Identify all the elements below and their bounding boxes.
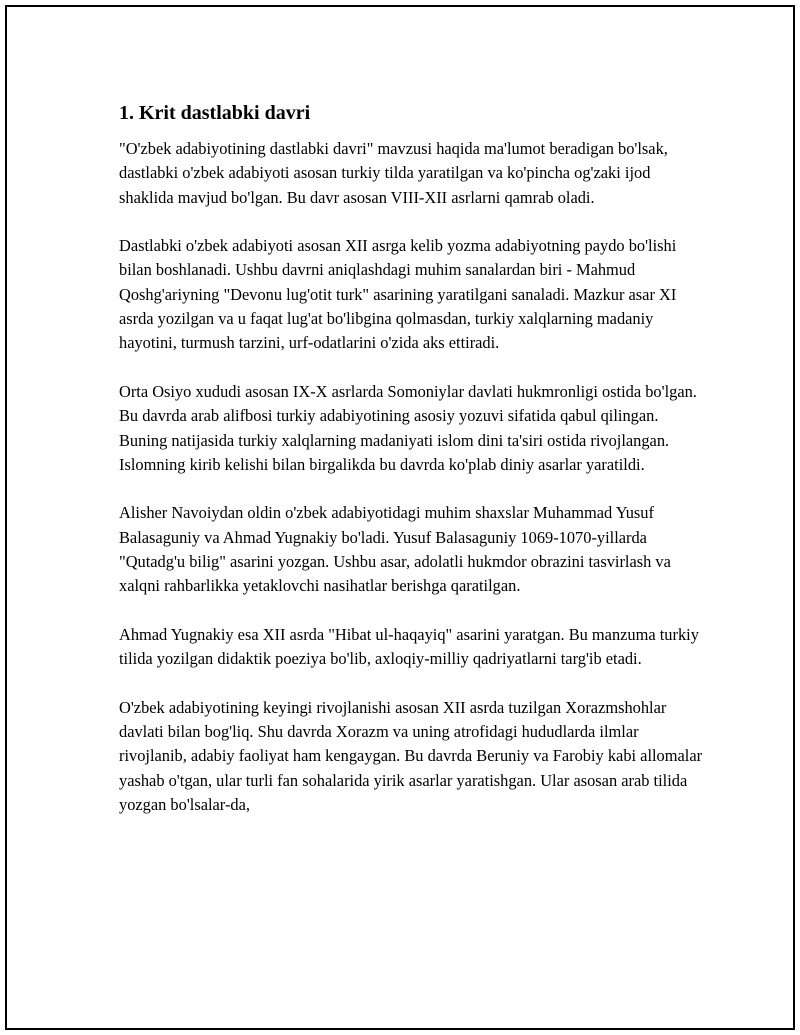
- paragraph: "O'zbek adabiyotining dastlabki davri" mavzusi haqida ma'lumot beradigan bo'lsak, dastlabki o'zbek adabiyoti asosan turkiy tilda yaratilgan va ko'pincha og'zaki ijod shaklida mavjud bo'lgan. Bu davr asosan VIII-XII asrlarni qamrab oladi.: [119, 139, 668, 207]
- paragraph: O'zbek adabiyotining keyingi rivojlanishi asosan XII asrda tuzilgan Xorazmshohlar davlati bilan bog'liq. Shu davrda Xorazm va uning atrofidagi hududlarda ilmlar rivojlanib, adabiy faoliyat ham kengaygan. Bu davrda Beruniy va Farobiy kabi allomalar yashab o'tgan, ular turli fan sohalarida yirik asarlar yaratishgan. Ular asosan arab tilida yozgan bo'lsalar-da,: [119, 697, 703, 815]
- document-content: [119, 99, 709, 842]
- paragraph: Ahmad Yugnakiy esa XII asrda "Hibat ul-haqayiq" asarini yaratgan. Bu manzuma turkiy tilida yozilgan didaktik poeziya bo'lib, axloqiy-milliy qadriyatlarni targ'ib etadi.: [119, 624, 699, 669]
- document-page: [5, 5, 795, 1030]
- paragraph: Alisher Navoiydan oldin o'zbek adabiyotidagi muhim shaxslar Muhammad Yusuf Balasaguniy va Ahmad Yugnakiy bo'ladi. Yusuf Balasaguniy 1069-1070-yillarda "Qutadg'u bilig" asarini yozgan. Ushbu asar, adolatli hukmdor obrazini tasvirlash va xalqni rahbarlikka yetaklovchi nasihatlar berishga qaratilgan.: [119, 503, 671, 596]
- paragraph: Dastlabki o'zbek adabiyoti asosan XII asrga kelib yozma adabiyotning paydo bo'lishi bilan boshlanadi. Ushbu davrni aniqlashdagi muhim sanalardan biri - Mahmud Qoshg'ariyning "Devonu lug'otit turk" asarining yaratilgani sanaladi. Mazkur asar XI asrda yozilgan va u faqat lug'at bo'libgina qolmasdan, turkiy xalqlarning madaniy hayotini, turmush tarzini, urf-odatlarini o'zida aks ettiradi.: [119, 236, 677, 353]
- paragraph: Orta Osiyo xududi asosan IX-X asrlarda Somoniylar davlati hukmronligi ostida bo'lgan. Bu davrda arab alifbosi turkiy adabiyotining asosiy yozuvi sifatida qabul qilingan. Buning natijasida turkiy xalqlarning madaniyati islom dini ta'siri ostida rivojlangan. Islomning kirib kelishi bilan birgalikda bu davrda ko'plab diniy asarlar yaratildi.: [119, 381, 697, 474]
- section-heading: 1. Krit dastlabki davri: [119, 102, 311, 124]
